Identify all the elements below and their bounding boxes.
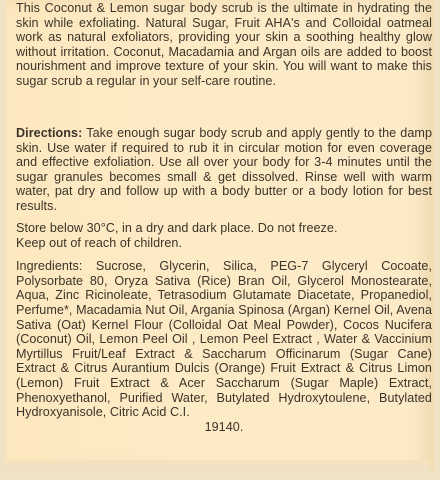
label-sheet	[6, 0, 434, 470]
storage-instructions	[16, 221, 432, 250]
directions-heading: Directions:	[16, 126, 83, 140]
ingredients-text: Sucrose, Glycerin, Silica, PEG-7 Glyceryl Cocoate, Polysorbate 80, Oryza Sativa (Rice) Bran Oil, Glycerol Monostearate, Aqua, Zinc Ricinoleate, Tetrasodium Glutamate Diacetate, Propanediol, Perfume*, Macadamia Nut Oil, Argania Spinosa (Argan) Kernel Oil, Avena Sativa (Oat) Kernel Flour (Colloidal Oat Meal Powder), Cocos Nucifera (Coconut) Oil, Lemon Peel Oil , Lemon Peel Extract , Water & Vaccinium Myrtillus Fruit/Leaf Extract & Saccharum Officinarum (Sugar Cane) Extract & Citrus Aurantium Dulcis (Orange) Fruit Extract & Citrus Limon (Lemon) Fruit Extract & Acer Saccharum (Sugar Maple) Extract, Phenoxyethanol, Purified Water, Butylated Hydroxytoulene, Butylated Hydroxyanisole, Citric Acid C.I.	[16, 259, 432, 420]
storage-line-temperature: Store below 30°C, in a dry and dark place. Do not freeze.	[16, 221, 338, 235]
label-bottom-edge	[6, 460, 430, 470]
ingredients-last-line: 19140.	[204, 419, 244, 434]
product-description: This Coconut & Lemon sugar body scrub is the ultimate in hydrating the skin while exfoliating. Natural Sugar, Fruit AHA's and Colloidal oatmeal work as natural exfoliators, providing your skin a soothing healthy glow without irritation. Coconut, Macadamia and Argan oils are added to boost nourishment and improve texture of your skin. You will want to make this sugar scrub a regular in your self-care routine.	[16, 1, 432, 88]
label-text-column	[16, 1, 432, 434]
ingredients-paragraph	[16, 259, 432, 434]
directions-text: Take enough sugar body scrub and apply gently to the damp skin. Use water if required to rub it in circular motion for even coverage and effective exfoliation. Use all over your body for 3-4 minutes until the sugar granules becomes small & get dissolved. Rinse well with warm water, pat dry and follow up with a body butter or a body lotion for best results.	[16, 126, 432, 213]
directions-paragraph	[16, 126, 432, 212]
ingredients-heading: Ingredients:	[16, 259, 83, 274]
storage-line-children: Keep out of reach of children.	[16, 235, 183, 250]
